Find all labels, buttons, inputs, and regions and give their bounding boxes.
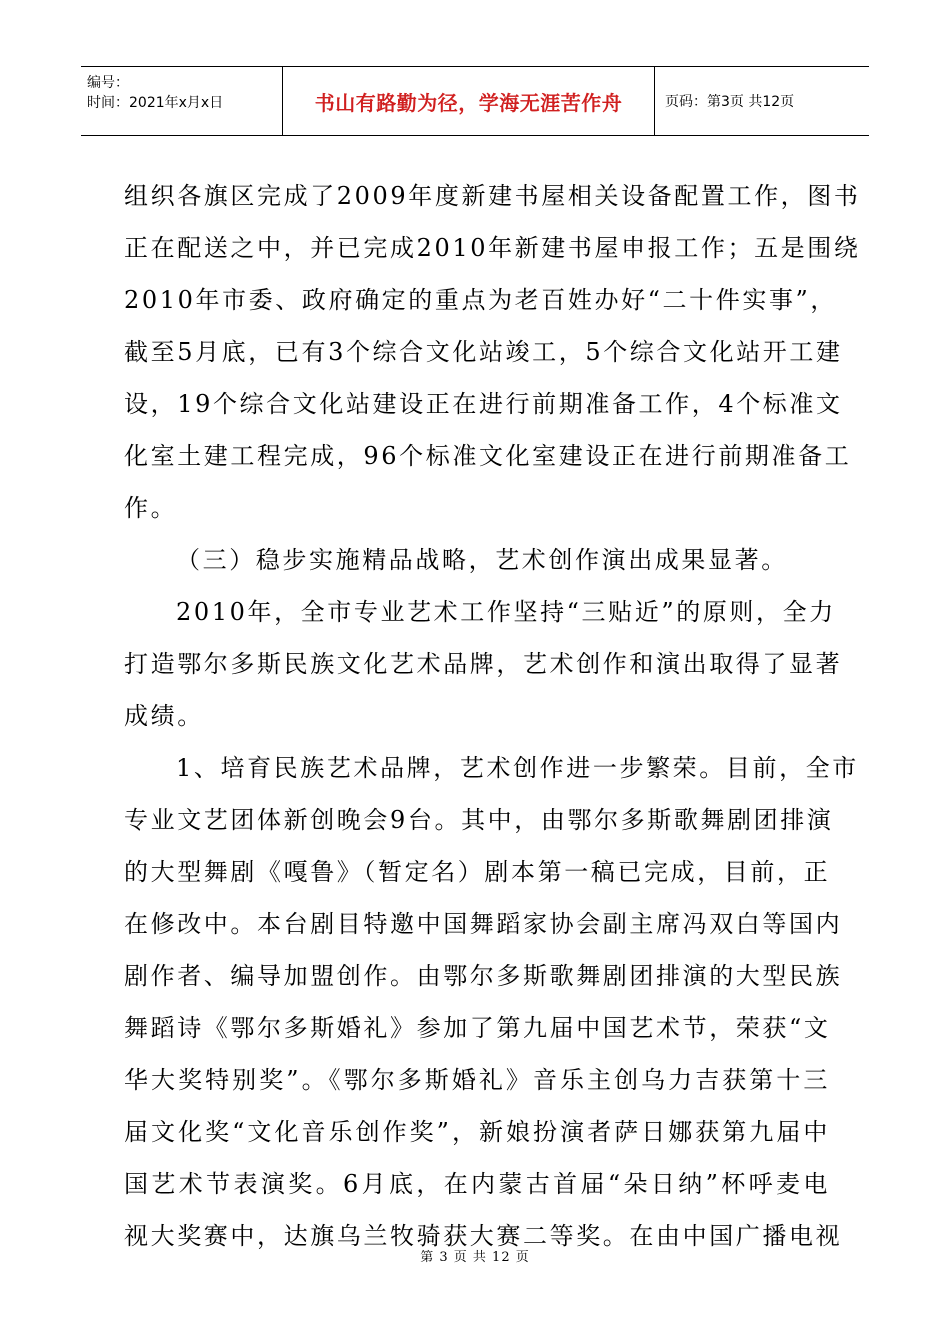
text-line: 在修改中。本台剧目特邀中国舞蹈家协会副主席冯双白等国内 [124,910,843,938]
text-line: 国艺术节表演奖。6月底，在内蒙古首届“朵日纳”杯呼麦电 [124,1170,830,1198]
text-line: 舞蹈诗《鄂尔多斯婚礼》参加了第九届中国艺术节，荣获“文 [124,1014,831,1042]
text-line: 届文化奖“文化音乐创作奖”，新娘扮演者萨日娜获第九届中 [124,1118,830,1146]
text-line: 设，19个综合文化站建设正在进行前期准备工作，4个标准文 [124,390,843,418]
text-line: 视大奖赛中，达旗乌兰牧骑获大赛二等奖。在由中国广播电视 [124,1222,843,1250]
page-footer: 第 3 页 共 12 页 [420,1250,530,1265]
text-line: 专业文艺团体新创晚会9台。其中，由鄂尔多斯歌舞剧团排演 [124,806,834,834]
header-page-cell [655,67,869,135]
text-line: 的大型舞剧《嘎鲁》（暂定名）剧本第一稿已完成，目前，正 [124,858,831,886]
text-line: 组织各旗区完成了2009年度新建书屋相关设备配置工作，图书 [124,182,861,210]
header-motto-cell [283,67,655,135]
paragraph-continuation [124,170,861,534]
header-page-info: 页码：第3页 共12页 [665,94,795,110]
text-line: （三）稳步实施精品战略，艺术创作演出成果显著。 [176,546,788,574]
text-line: 正在配送之中，并已完成2010年新建书屋申报工作；五是围绕 [124,234,861,262]
paragraph [124,742,859,1262]
text-line: 2010年，全市专业艺术工作坚持“三贴近”的原则，全力 [176,598,836,626]
text-line: 1、培育民族艺术品牌，艺术创作进一步繁荣。目前，全市 [176,754,859,782]
document-time-label: 时间：2021年x月x日 [87,95,224,111]
text-line: 剧作者、编导加盟创作。由鄂尔多斯歌舞剧团排演的大型民族 [124,962,843,990]
header-meta [81,67,283,135]
document-number-label: 编号： [87,75,129,91]
text-line: 打造鄂尔多斯民族文化艺术品牌，艺术创作和演出取得了显著 [124,650,843,678]
page-header [81,66,869,136]
text-line: 作。 [124,494,178,522]
text-line: 2010年市委、政府确定的重点为老百姓办好“二十件实事”， [124,286,838,314]
text-line: 华大奖特别奖”。《鄂尔多斯婚礼》音乐主创乌力吉获第十三 [124,1066,830,1094]
header-motto: 书山有路勤为径，学海无涯苦作舟 [314,90,623,115]
text-line: 化室土建工程完成，96个标准文化室建设正在进行前期准备工 [124,442,852,470]
section-heading [124,534,830,586]
paragraph [124,586,843,742]
document-body [124,170,861,1262]
text-line: 截至5月底，已有3个综合文化站竣工，5个综合文化站开工建 [124,338,843,366]
text-line: 成绩。 [124,702,204,730]
